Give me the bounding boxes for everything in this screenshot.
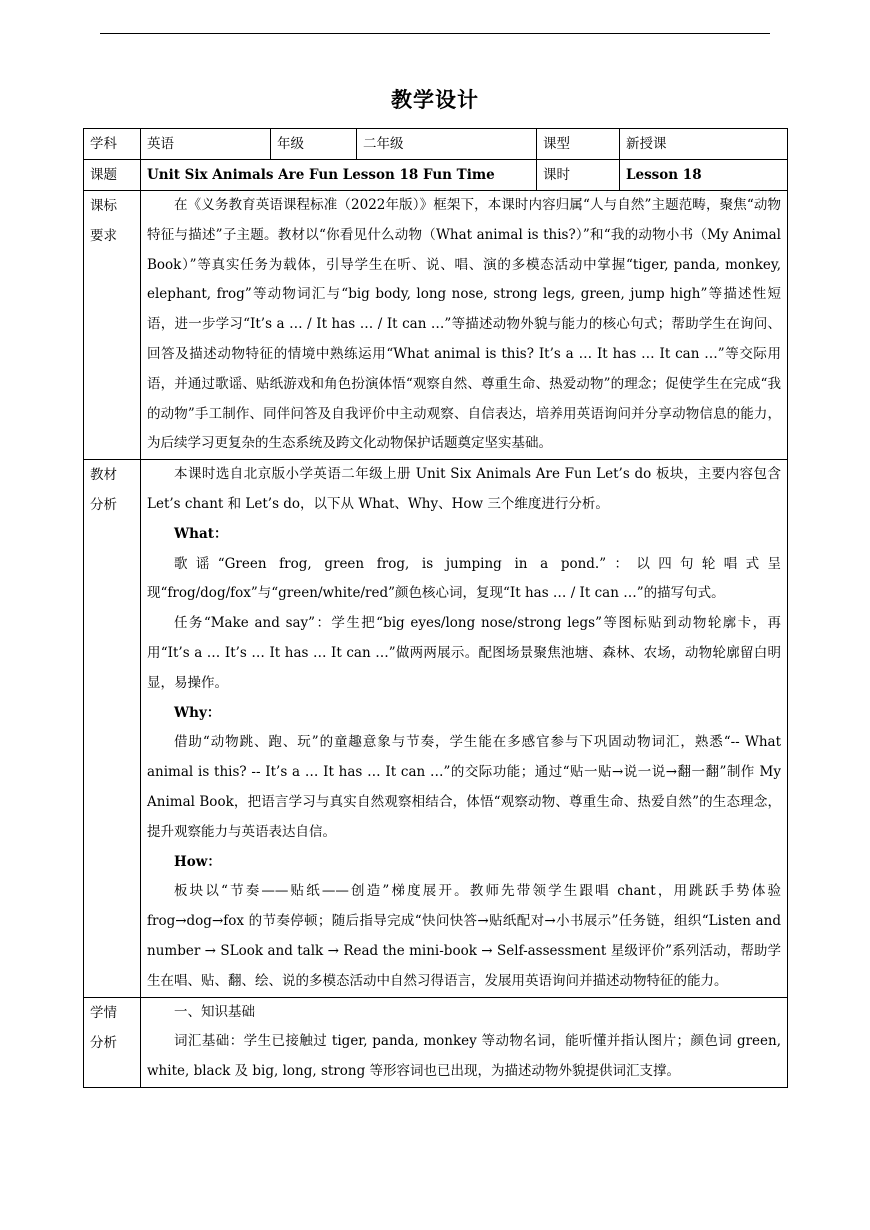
subject-value: 英语 [141, 129, 271, 160]
standards-label: 课标 要求 [84, 191, 141, 460]
learners-label: 学情 分析 [84, 997, 141, 1087]
topic-value: Unit Six Animals Are Fun Lesson 18 Fun Time [141, 160, 537, 191]
type-value: 新授课 [620, 129, 788, 160]
what-paragraph-2: 任务“Make and say”：学生把“big eyes/long nose/strong legs”等图标贴到动物轮廓卡，再用“It’s a … It’s … It has … It can …”做两两展示。配图场景聚焦池塘、森林、农场，动物轮廓留白明显，易操作。 [147, 615, 781, 691]
what-heading: What： [174, 525, 228, 542]
subject-label: 学科 [84, 129, 141, 160]
standards-content [141, 191, 788, 460]
learners-heading: 一、知识基础 [174, 1003, 255, 1020]
what-paragraph-1: 歌谣“Green frog, green frog, is jumping in a pond.”：以四句轮唱式呈现“frog/dog/fox”与“green/white/red”颜色核心词，复现“It has … / It can …”的描写句式。 [147, 555, 781, 602]
why-paragraph: 借助“动物跳、跑、玩”的童趣意象与节奏，学生能在多感官参与下巩固动物词汇，熟悉“-- What animal is this? -- It’s a … It has … It can …”的交际功能；通过“贴一贴→说一说→翻一翻”制作 My Animal Book，把语言学习与真实自然观察相结合，体悟“观察动物、尊重生命、热爱自然”的生态理念，提升观察能力与英语表达自信。 [147, 734, 781, 840]
type-label: 课型 [537, 129, 620, 160]
how-paragraph: 板块以“节奏——贴纸——创造”梯度展开。教师先带领学生跟唱 chant，用跳跃手势体验 frog→dog→fox 的节奏停顿；随后指导完成“快问快答→贴纸配对→小书展示”任务链，组织“Listen and number → SLook and talk → Read the mini-book → Self-assessment 星级评价”系列活动，帮助学生在唱、贴、翻、绘、说的多模态活动中自然习得语言，发展用英语询问并描述动物特征的能力。 [147, 883, 781, 989]
grade-label: 年级 [271, 129, 357, 160]
analysis-intro: 本课时选自北京版小学英语二年级上册 Unit Six Animals Are Fun Let’s do 板块，主要内容包含 Let’s chant 和 Let’s do，以下从 What、Why、How 三个维度进行分析。 [147, 466, 781, 512]
learners-row [84, 997, 788, 1087]
header-rule [100, 33, 770, 34]
why-heading: Why： [174, 704, 221, 721]
period-label: 课时 [537, 160, 620, 191]
lesson-plan-table [83, 128, 788, 1088]
standards-row [84, 191, 788, 460]
analysis-row [84, 460, 788, 997]
analysis-label: 教材 分析 [84, 460, 141, 997]
meta-row-1 [84, 129, 788, 160]
topic-label: 课题 [84, 160, 141, 191]
analysis-content [141, 460, 788, 997]
grade-value: 二年级 [357, 129, 537, 160]
document-title: 教学设计 [391, 87, 479, 112]
learners-paragraph: 词汇基础：学生已接触过 tiger, panda, monkey 等动物名词，能听懂并指认图片；颜色词 green, white, black 及 big, long, strong 等形容词也已出现，为描述动物外貌提供词汇支撑。 [147, 1033, 781, 1080]
how-heading: How： [174, 853, 221, 870]
period-value: Lesson 18 [620, 160, 788, 191]
learners-content [141, 997, 788, 1087]
standards-paragraph: 在《义务教育英语课程标准（2022年版）》框架下，本课时内容归属“人与自然”主题范畴，聚焦“动物特征与描述”子主题。教材以“你看见什么动物（What animal is this?）”和“我的动物小书（My Animal Book）”等真实任务为载体，引导学生在听、说、唱、演的多模态活动中掌握“tiger, panda, monkey, elephant, frog”等动物词汇与“big body, long nose, strong legs, green, jump high”等描述性短语，进一步学习“It’s a … / It has … / It can …”等描述动物外貌与能力的核心句式；帮助学生在询问、回答及描述动物特征的情境中熟练运用“What animal is this? It’s a … It has … It can …”等交际用语，并通过歌谣、贴纸游戏和角色扮演体悟“观察自然、尊重生命、热爱动物”的理念；促使学生在完成“我的动物”手工制作、同伴问答及自我评价中主动观察、自信表达，培养用英语询问并分享动物信息的能力，为后续学习更复杂的生态系统及跨文化动物保护话题奠定坚实基础。 [147, 197, 781, 452]
meta-row-2 [84, 160, 788, 191]
